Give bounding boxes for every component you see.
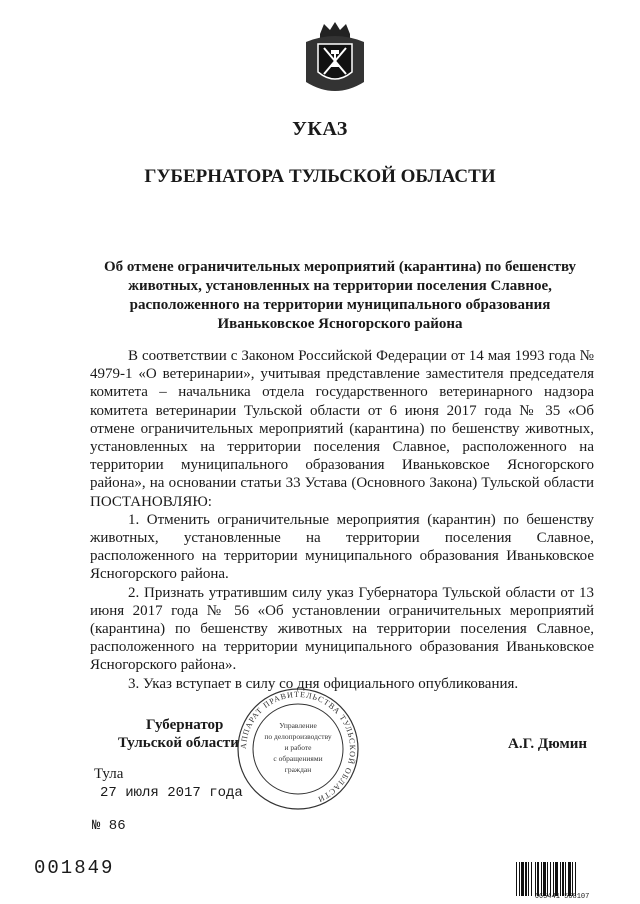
clause-2: 2. Признать утратившим силу указ Губернатора Тульской области от 13 июня 2017 года № 56 «Об установлении ограничительных мероприятий (карантина) по бешенству животных на территории поселения Славное, расположенного на территории муниципального образования Иваньковское Ясногорского района».: [90, 584, 594, 674]
clause-3: 3. Указ вступает в силу со дня официального опубликования.: [128, 675, 519, 692]
official-stamp: [235, 686, 361, 812]
stamp-ring-text: АППАРАТ ПРАВИТЕЛЬСТВА ТУЛЬСКОЙ ОБЛАСТИ: [238, 689, 358, 805]
barcode-number: 665441 568107: [534, 893, 590, 901]
stamp-line: по делопроизводству: [264, 732, 332, 741]
subject-line: расположенного на территории муниципального образования: [129, 297, 551, 313]
stamp-line: и работе: [284, 743, 312, 752]
stamp-line: с обращениями: [273, 754, 323, 763]
subject-line: Иваньковское Ясногорского района: [217, 316, 463, 332]
clause-1: 1. Отменить ограничительные мероприятия (карантин) по бешенству животных, установленные на территории поселения Славное, расположенного на территории муниципального образования Иваньковское Ясногорского района.: [90, 511, 594, 583]
stamp-line: Управление: [279, 721, 317, 730]
issue-date: 27 июля 2017 года: [100, 785, 243, 801]
issue-place: Тула: [94, 766, 124, 782]
decree-subject: [90, 258, 590, 334]
form-serial-number: 001849: [34, 857, 115, 879]
document-type: УКАЗ: [292, 118, 348, 140]
issuer-title: ГУБЕРНАТОРА ТУЛЬСКОЙ ОБЛАСТИ: [144, 166, 496, 187]
coat-of-arms-emblem: [300, 20, 370, 100]
subject-line: животных, установленных на территории поселения Славное,: [128, 278, 552, 294]
decree-body: [90, 347, 594, 693]
subject-line: Об отмене ограничительных мероприятий (карантина) по бешенству: [103, 259, 577, 275]
preamble-paragraph: В соответствии с Законом Российской Федерации от 14 мая 1993 года № 4979-1 «О ветеринарии», учитывая представление заместителя председателя комитета – начальника отдела государственного ветеринарного надзора комитета ветеринарии Тульской области от 6 июня 2017 года № 35 «Об отмене ограничительных мероприятий (карантина) по бешенству животных, установленных на территории поселения Славное, расположенного на территории муниципального образования Иваньковское Ясногорского района», на основании статьи 33 Устава (Основного Закона) Тульской области ПОСТАНОВЛЯЮ:: [90, 348, 594, 510]
barcode: [516, 862, 608, 896]
position-line: Тульской области: [118, 735, 239, 751]
decree-number: № 86: [92, 818, 126, 834]
stamp-line: граждан: [284, 765, 312, 774]
signatory-name: А.Г. Дюмин: [508, 736, 588, 752]
signatory-position: [118, 716, 239, 752]
position-line: Губернатор: [146, 717, 224, 733]
